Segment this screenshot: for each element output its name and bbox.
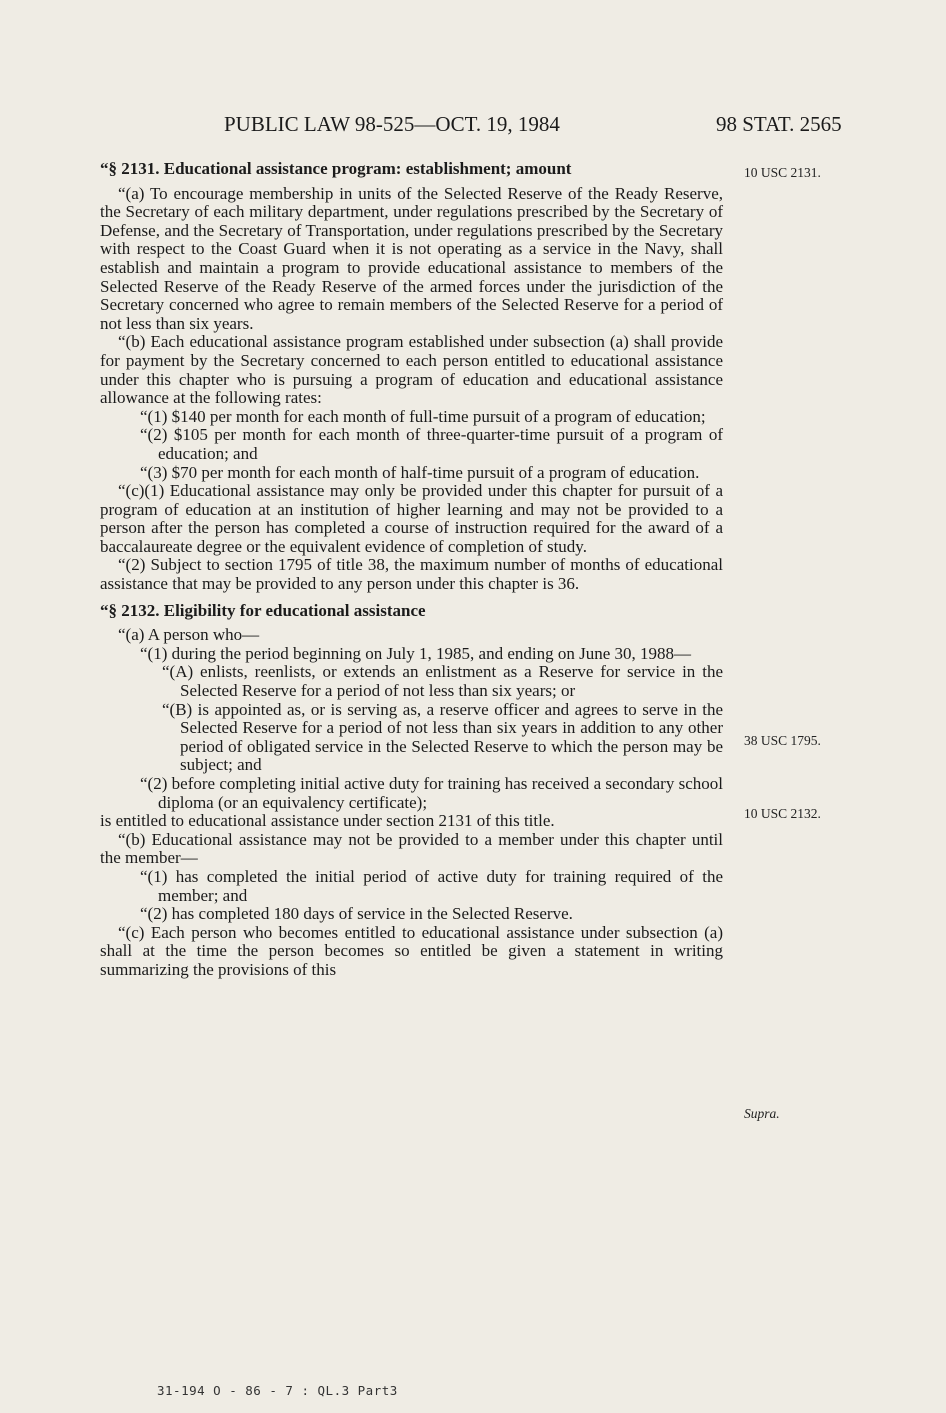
margin-note-10-usc-2132: 10 USC 2132. xyxy=(744,806,821,821)
running-head xyxy=(0,112,946,138)
margin-note-supra: Supra. xyxy=(744,1106,780,1121)
statute-page-number: 98 STAT. 2565 xyxy=(716,112,842,136)
section-2132-a1-subparagraph-A: “(A) enlists, reenlists, or extends an enlistment as a Reserve for service in the Selected Reserve for a period of not less than six years; or xyxy=(162,662,723,701)
section-2132-a-paragraph-2: “(2) before completing initial active duty for training has received a secondary school diploma (or an equivalency certificate); xyxy=(140,774,723,812)
margin-note-38-usc-1795: 38 USC 1795. xyxy=(744,733,821,748)
section-2131-subsection-a: “(a) To encourage membership in units of the Selected Reserve of the Ready Reserve, the Secretary of each military department, under regulations prescribed by the Secretary of Defense, and the Secretary of Transportation, under regulations prescribed by the Secretary with respect to the Coast Guard when it is not operating as a service in the Navy, shall establish and maintain a program to provide educational assistance to members of the Selected Reserve of the Ready Reserve of the armed forces under the jurisdiction of the Secretary concerned who agree to remain members of the Selected Reserve for a period of not less than six years. xyxy=(100,183,723,333)
section-2132-a-closing: is entitled to educational assistance under section 2131 of this title. xyxy=(100,811,555,831)
section-2131-subsection-b: “(b) Each educational assistance program established under subsection (a) shall provide for payment by the Secretary concerned to each person entitled to educational assistance under this chapter who is pursuing a program of education and educational assistance allowance at the following rates: xyxy=(100,332,723,408)
section-2131-b-paragraph-1: “(1) $140 per month for each month of full-time pursuit of a program of education; xyxy=(140,406,706,426)
print-footer: 31-194 O - 86 - 7 : QL.3 Part3 xyxy=(157,1383,398,1398)
section-2132-a-paragraph-1: “(1) during the period beginning on July 1, 1985, and ending on June 30, 1988— xyxy=(140,643,692,663)
section-2132-heading: “§ 2132. Eligibility for educational assistance xyxy=(100,600,426,620)
margin-note-10-usc-2131: 10 USC 2131. xyxy=(744,165,821,180)
section-2131-b-paragraph-3: “(3) $70 per month for each month of half-time pursuit of a program of education. xyxy=(140,462,700,482)
section-2132-a1-subparagraph-B: “(B) is appointed as, or is serving as, a reserve officer and agrees to serve in the Selected Reserve for a period of not less than six years in addition to any other period of obligated service in the Selected Reserve to which the person may be subject; and xyxy=(162,699,723,775)
section-2132-subsection-a: “(a) A person who— xyxy=(118,625,260,645)
running-head-title: PUBLIC LAW 98-525—OCT. 19, 1984 xyxy=(224,112,560,136)
section-2132-b-paragraph-1: “(1) has completed the initial period of active duty for training required of the member; and xyxy=(140,866,723,905)
law-text-body xyxy=(100,160,723,980)
section-2132-subsection-c: “(c) Each person who becomes entitled to educational assistance under subsection (a) shall at the time the person becomes so entitled be given a statement in writing summarizing the provisions of this xyxy=(100,922,723,979)
section-2132-b-paragraph-2: “(2) has completed 180 days of service in the Selected Reserve. xyxy=(140,904,573,924)
section-2131-b-paragraph-2: “(2) $105 per month for each month of three-quarter-time pursuit of a program of education; and xyxy=(140,425,723,463)
section-2131-subsection-c1: “(c)(1) Educational assistance may only be provided under this chapter for pursuit of a program of education at an institution of higher learning and may not be provided to a person after the person has completed a course of instruction required for the award of a baccalaureate degree or the equivalent evidence of completion of study. xyxy=(100,481,723,556)
section-2131-heading: “§ 2131. Educational assistance program: establishment; amount xyxy=(100,159,572,178)
section-2132-subsection-b: “(b) Educational assistance may not be provided to a member under this chapter until the member— xyxy=(100,829,723,868)
section-2131-subsection-c2: “(2) Subject to section 1795 of title 38, the maximum number of months of educational assistance that may be provided to any person under this chapter is 36. xyxy=(100,555,723,594)
